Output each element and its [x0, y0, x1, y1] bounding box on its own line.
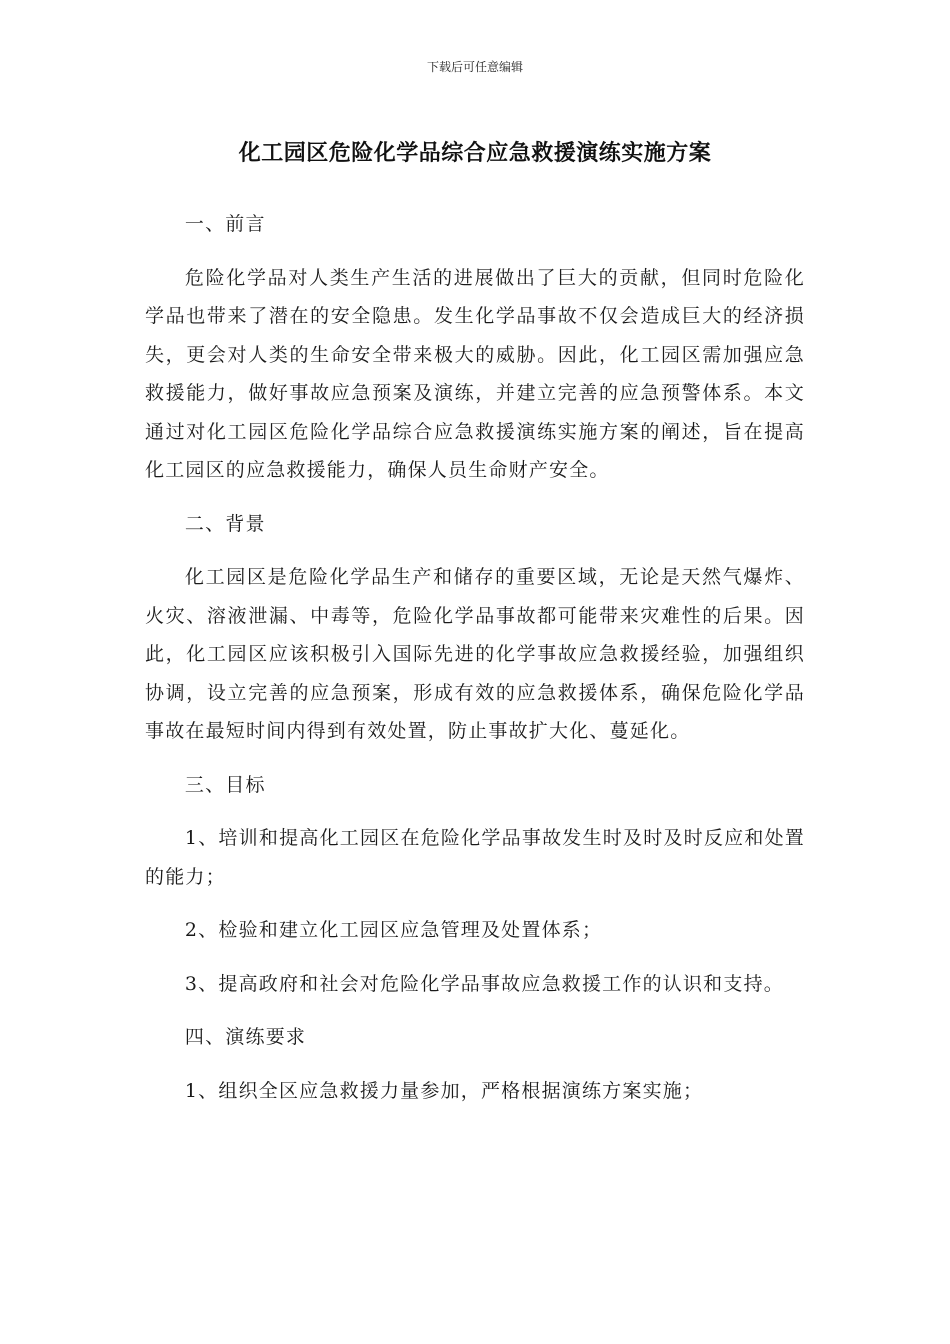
section-heading-goals: 三、目标: [184, 773, 266, 796]
document-body: [145, 205, 805, 1125]
goal-item-2: 2、检验和建立化工园区应急管理及处置体系；: [184, 919, 603, 941]
section-heading-background: 二、背景: [184, 512, 266, 535]
header-note: 下载后可任意编辑: [426, 60, 523, 74]
document-title: 化工园区危险化学品综合应急救援演练实施方案: [238, 141, 712, 166]
goal-item-1: 1、培训和提高化工园区在危险化学品事故发生时及时及时反应和处置的能力；: [145, 827, 805, 888]
paragraph-background: 化工园区是危险化学品生产和储存的重要区域，无论是天然气爆炸、火灾、溶液泄漏、中毒等，危险化学品事故都可能带来灾难性的后果。因此，化工园区应该积极引入国际先进的化学事故应急救援经验，加强组织协调，设立完善的应急预案，形成有效的应急救援体系，确保危险化学品事故在最短时间内得到有效处置，防止事故扩大化、蔓延化。: [145, 566, 805, 742]
requirement-item-1: 1、组织全区应急救援力量参加，严格根据演练方案实施；: [184, 1079, 704, 1102]
paragraph-preface: 危险化学品对人类生产生活的进展做出了巨大的贡献，但同时危险化学品也带来了潜在的安全隐患。发生化学品事故不仅会造成巨大的经济损失，更会对人类的生命安全带来极大的威胁。因此，化工园区需加强应急救援能力，做好事故应急预案及演练，并建立完善的应急预警体系。本文通过对化工园区危险化学品综合应急救援演练实施方案的阐述，旨在提高化工园区的应急救援能力，确保人员生命财产安全。: [145, 266, 805, 481]
goal-item-3: 3、提高政府和社会对危险化学品事故应急救援工作的认识和支持。: [184, 972, 784, 995]
section-heading-preface: 一、前言: [184, 213, 266, 235]
section-heading-drill-requirements: 四、演练要求: [184, 1026, 307, 1048]
